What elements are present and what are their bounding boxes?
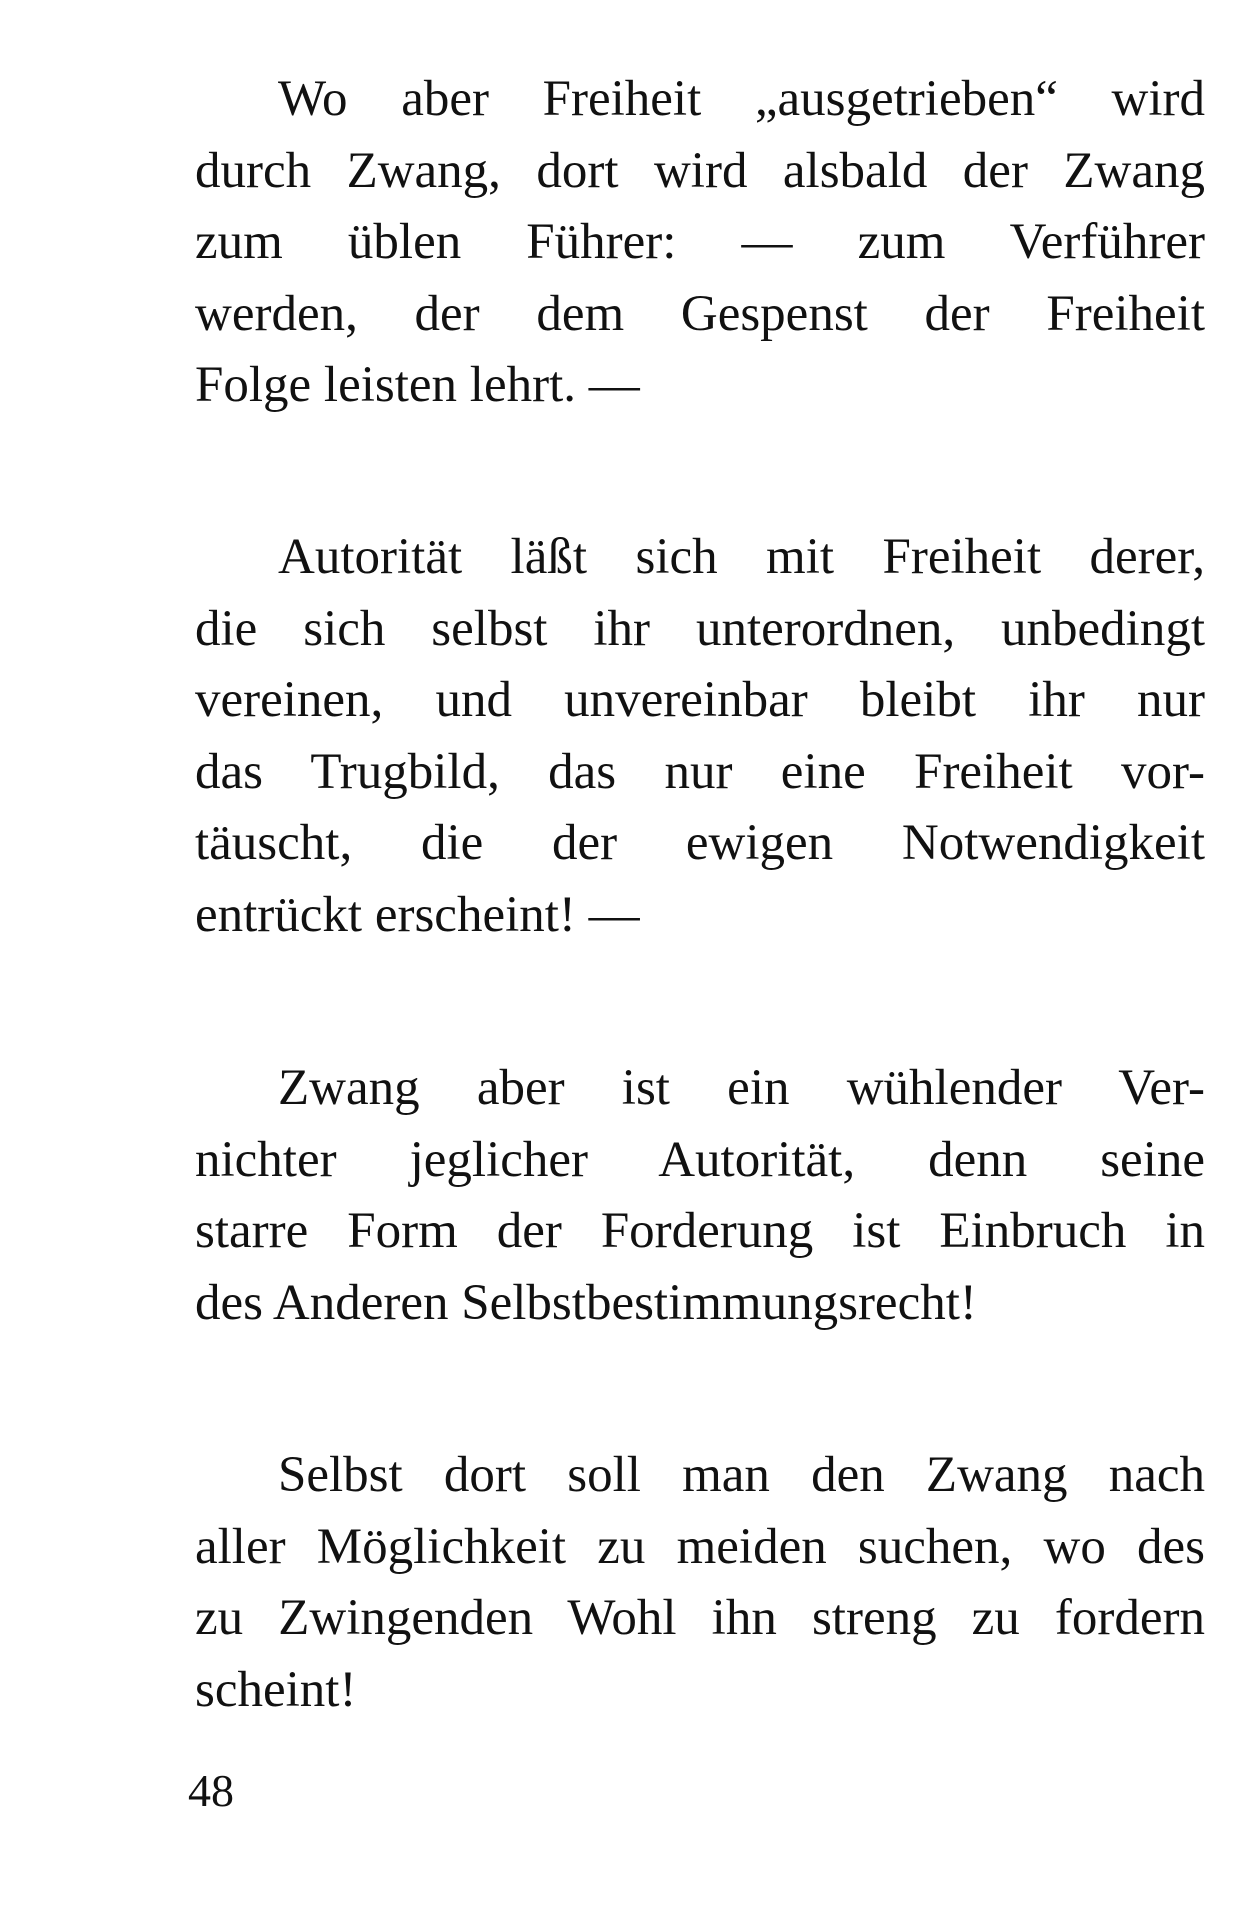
text-line: Zwang aber ist ein wühlender Ver- <box>278 1060 1205 1116</box>
paragraph-3 <box>195 1053 1205 1339</box>
text-line: das Trugbild, das nur eine Freiheit vor- <box>195 743 1205 800</box>
text-line: nichter jeglicher Autorität, denn seine <box>195 1131 1205 1188</box>
text-line: des Anderen Selbstbestimmungsrecht! <box>195 1274 977 1331</box>
text-line: Wo aber Freiheit „ausgetrieben“ wird <box>278 71 1205 127</box>
text-line: zu Zwingenden Wohl ihn streng zu fordern <box>195 1590 1205 1646</box>
paragraph-2 <box>195 522 1205 951</box>
text-line: Selbst dort soll man den Zwang nach <box>278 1447 1205 1503</box>
text-line: Folge leisten lehrt. — <box>195 357 640 413</box>
text-line: die sich selbst ihr unterordnen, unbedingt <box>195 600 1205 657</box>
text-line: scheint! <box>195 1661 357 1718</box>
text-line: Autorität läßt sich mit Freiheit derer, <box>278 529 1205 585</box>
text-line: zum üblen Führer: — zum Verführer <box>195 214 1205 270</box>
text-line: vereinen, und unvereinbar bleibt ihr nur <box>195 672 1205 728</box>
paragraph-1 <box>195 64 1205 422</box>
text-line: starre Form der Forderung ist Einbruch in <box>195 1203 1205 1259</box>
paragraph-4 <box>195 1440 1205 1726</box>
text-line: werden, der dem Gespenst der Freiheit <box>195 285 1205 342</box>
text-line: entrückt erscheint! — <box>195 886 640 943</box>
text-line: durch Zwang, dort wird alsbald der Zwang <box>195 142 1205 199</box>
page-number: 48 <box>188 1765 234 1816</box>
text-line: täuscht, die der ewigen Notwendigkeit <box>195 815 1205 871</box>
text-line: aller Möglichkeit zu meiden suchen, wo des <box>195 1518 1205 1575</box>
